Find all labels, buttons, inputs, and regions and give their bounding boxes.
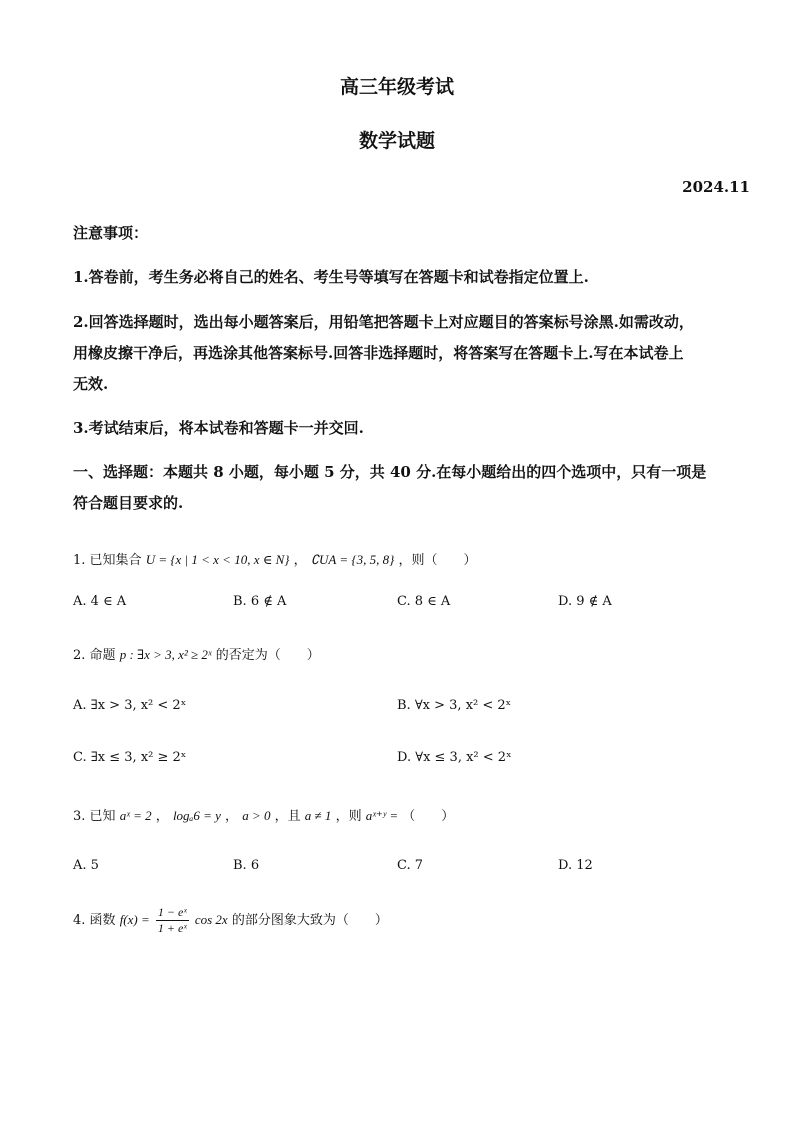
question-2-option-d: D. ∀x ≤ 3, x² < 2ˣ xyxy=(397,750,512,765)
question-2-suffix: 的否定为（ ） xyxy=(215,648,320,663)
question-1-option-b: B. 6 ∉ A xyxy=(233,594,287,609)
question-3-option-c: C. 7 xyxy=(397,858,424,873)
question-3-prefix: 3. 已知 xyxy=(73,809,116,824)
notice-item: 3.考试结束后，将本试卷和答题卡一并交回. xyxy=(73,419,364,437)
question-3-formula-a-ne: a ≠ 1 xyxy=(304,808,332,823)
question-3-formula-target: aˣ⁺ʸ = xyxy=(365,808,399,823)
section-heading-cont: 符合题目要求的. xyxy=(73,494,184,512)
question-3-option-a: A. 5 xyxy=(73,858,99,873)
question-4 xyxy=(73,905,388,936)
question-3-option-b: B. 6 xyxy=(233,858,260,873)
question-3-formula-ax: aˣ = 2 xyxy=(119,808,152,823)
notice-item: 用橡皮擦干净后，再选涂其他答案标号.回答非选择题时，将答案写在答题卡上.写在本试卷上 xyxy=(73,344,684,362)
question-3-suffix: （ ） xyxy=(402,809,455,824)
question-3-formula-log: logₐ6 = y xyxy=(172,808,221,823)
fraction-denominator: 1 + eˣ xyxy=(157,921,187,935)
question-4-prefix: 4. 函数 xyxy=(73,913,116,928)
question-4-suffix: 的部分图象大致为（ ） xyxy=(231,913,388,928)
question-3 xyxy=(73,805,454,824)
section-heading: 一、选择题：本题共 8 小题，每小题 5 分，共 40 分.在每小题给出的四个选项中，只有一项是 xyxy=(73,463,707,481)
page-subtitle: 数学试题 xyxy=(358,130,435,152)
question-3-formula-a-pos: a > 0 xyxy=(242,808,271,823)
question-2-option-a: A. ∃x > 3, x² < 2ˣ xyxy=(73,698,187,713)
notice-heading: 注意事项： xyxy=(73,224,149,242)
question-3-option-d: D. 12 xyxy=(558,858,593,873)
question-1-option-d: D. 9 ∉ A xyxy=(558,594,612,609)
question-1-option-a: A. 4 ∈ A xyxy=(73,594,127,609)
notice-item: 无效. xyxy=(73,375,109,393)
question-1 xyxy=(73,549,476,568)
question-1-option-c: C. 8 ∈ A xyxy=(397,594,451,609)
question-2-prefix: 2. 命题 xyxy=(73,648,116,663)
question-1-sep: ， xyxy=(293,553,307,568)
question-2-option-c: C. ∃x ≤ 3, x² ≥ 2ˣ xyxy=(73,750,187,765)
exam-date: 2024.11 xyxy=(682,178,750,196)
notice-item: 1.答卷前，考生务必将自己的姓名、考生号等填写在答题卡和试卷指定位置上. xyxy=(73,268,589,286)
question-2-formula: p : ∃x > 3, x² ≥ 2ˣ xyxy=(119,647,212,662)
question-4-formula-f: f(x) = xyxy=(119,912,150,927)
fraction-numerator: 1 − eˣ xyxy=(157,905,187,919)
question-4-fraction xyxy=(156,905,189,936)
question-1-formula-u: U = {x | 1 < x < 10, x ∈ N} xyxy=(145,552,290,567)
question-3-sep: ，则 xyxy=(335,809,362,824)
question-3-sep: ，且 xyxy=(274,809,301,824)
question-3-sep: ， xyxy=(225,809,239,824)
question-4-formula-cos: cos 2x xyxy=(194,912,228,927)
question-2 xyxy=(73,644,320,663)
question-1-formula-complement: ∁UA = {3, 5, 8} xyxy=(310,552,395,567)
question-1-prefix: 1. 已知集合 xyxy=(73,553,142,568)
notice-item: 2.回答选择题时，选出每小题答案后，用铅笔把答题卡上对应题目的答案标号涂黑.如需改动， xyxy=(73,313,694,331)
page-title: 高三年级考试 xyxy=(339,76,454,98)
question-2-option-b: B. ∀x > 3, x² < 2ˣ xyxy=(397,698,512,713)
question-1-suffix: ，则（ ） xyxy=(398,553,477,568)
question-3-sep: ， xyxy=(155,809,169,824)
